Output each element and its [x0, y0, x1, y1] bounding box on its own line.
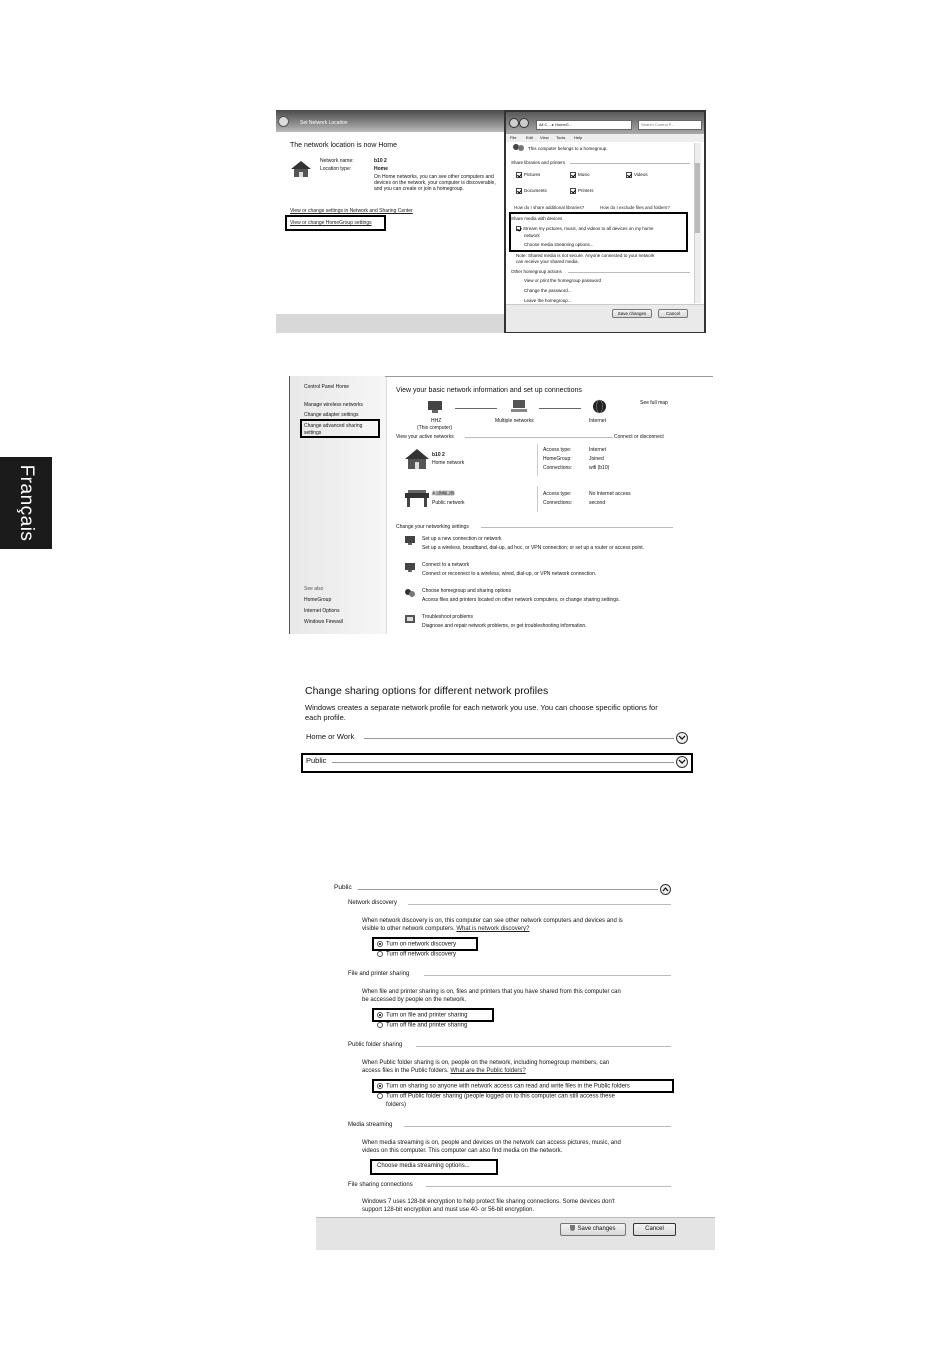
what-are-public-folders-link[interactable]: What are the Public folders?: [450, 1068, 526, 1074]
fs-desc-2: support 128-bit encryption and must use 40- or 56-bit encryption.: [362, 1207, 535, 1213]
net1-connections-value[interactable]: wifi (b10): [589, 465, 610, 471]
file-printer-sharing-label: File and printer sharing: [348, 971, 410, 977]
radio-pf-on[interactable]: Turn on sharing so anyone with network access can read and write files in the Public folders: [377, 1083, 630, 1091]
help-exclude-files[interactable]: How do I exclude files and folders?: [600, 205, 670, 210]
menu-view[interactable]: View: [540, 135, 549, 140]
manage-wireless-link[interactable]: Manage wireless networks: [304, 402, 363, 408]
net2-name: A1B8E2B: [432, 491, 455, 497]
fs-desc-1: Windows 7 uses 128-bit encryption to help protect file sharing connections. Some devices don't: [362, 1199, 615, 1205]
public-folder-sharing-label: Public folder sharing: [348, 1042, 403, 1048]
public-header: Public: [334, 884, 352, 891]
highlight-media-section: [509, 212, 688, 252]
profile-home-work-label[interactable]: Home or Work: [306, 732, 355, 741]
homegroup-options-icon: [404, 587, 416, 599]
net2-connections-value[interactable]: second: [589, 500, 606, 506]
highlight-public-profile: [301, 753, 693, 773]
task-connect-desc: Connect or reconnect to a wireless, wired, dial-up, or VPN network connection.: [422, 571, 597, 577]
highlight-advanced-sharing: [300, 419, 380, 438]
expand-home-work-icon[interactable]: [676, 732, 688, 744]
other-heading: Other homegroup actions: [511, 269, 562, 274]
change-settings-label: Change your networking settings: [396, 524, 469, 530]
see-also-label: See also: [304, 586, 324, 592]
home-icon: [290, 160, 312, 178]
change-adapter-link[interactable]: Change adapter settings: [304, 412, 359, 418]
homegroup-link[interactable]: HomeGroup: [304, 597, 332, 603]
basic-network-heading: View your basic network information and set up connections: [396, 387, 582, 394]
highlight-homegroup-link: [285, 215, 386, 231]
location-type-value: Home: [374, 166, 388, 172]
profiles-title: Change sharing options for different network profiles: [305, 685, 549, 697]
screenshot-sharing-profiles: [296, 680, 700, 780]
scrollbar-thumb[interactable]: [695, 163, 700, 233]
screenshot-public-profile-options: [316, 878, 715, 1250]
windows-firewall-link[interactable]: Windows Firewall: [304, 619, 343, 625]
net1-connections-label: Connections:: [543, 465, 573, 471]
control-panel-sidebar: [289, 376, 387, 634]
net1-type: Home network: [432, 460, 465, 466]
net2-connections-label: Connections:: [543, 500, 573, 506]
profile-public-label[interactable]: Public: [306, 756, 327, 765]
dialog-title: Set Network Location: [300, 120, 348, 126]
menu-help[interactable]: Help: [574, 135, 583, 140]
net1-homegroup-label: HomeGroup:: [543, 456, 572, 462]
action-leave-homegroup[interactable]: Leave the homegroup...: [524, 298, 572, 303]
save-changes-button-2[interactable]: Save changes: [560, 1223, 626, 1236]
ms-desc-2: videos on this computer. This computer can also find media on the network.: [362, 1148, 563, 1154]
lib-music[interactable]: Music: [570, 172, 590, 178]
dialog-titlebar: [276, 110, 506, 132]
task-homegroup-desc: Access files and printers located on other network computers, or change sharing settings.: [422, 597, 620, 603]
pf-desc-1: When Public folder sharing is on, people on the network, including homegroup members, can: [362, 1060, 610, 1066]
stream-line-2: network: [524, 233, 540, 238]
home-desc-3: and you can create or join a homegroup.: [374, 186, 464, 192]
file-sharing-connections-label: File sharing connections: [348, 1182, 413, 1188]
what-is-network-discovery-link[interactable]: What is network discovery?: [456, 926, 530, 932]
task-troubleshoot-title[interactable]: Troubleshoot problems: [422, 614, 473, 620]
lib-pictures[interactable]: Pictures: [516, 172, 540, 178]
media-note-1: Note: Shared media is not secure. Anyone connected to your network: [516, 253, 655, 258]
nd-desc-2: visible to other network computers. What is network discovery?: [362, 926, 530, 932]
profiles-desc-2: each profile.: [305, 713, 346, 722]
change-advanced-sharing-link-1[interactable]: Change advanced sharing: [304, 423, 363, 429]
menu-tools[interactable]: Tools: [556, 135, 566, 140]
nd-desc-1: When network discovery is on, this computer can see other network computers and devices and is: [362, 918, 623, 924]
lib-documents[interactable]: Documents: [516, 188, 547, 194]
action-change-password[interactable]: Change the password...: [524, 288, 572, 293]
task-setup-desc: Set up a wireless, broadband, dial-up, ad hoc, or VPN connection; or set up a router or access point.: [422, 545, 645, 551]
highlight-nd-on: [372, 937, 478, 951]
screenshot-network-sharing-center: [289, 376, 713, 634]
homegroup-icon: [512, 143, 524, 153]
language-tab-label: Français: [16, 464, 37, 542]
fp-desc-2: be accessed by people on the network.: [362, 997, 467, 1003]
highlight-pf-on: [372, 1079, 674, 1093]
internet-options-link[interactable]: Internet Options: [304, 608, 340, 614]
connect-disconnect-link[interactable]: Connect or disconnect: [614, 434, 664, 440]
home-desc-2: devices on the network, your computer is discoverable,: [374, 180, 496, 186]
radio-nd-on[interactable]: Turn on network discovery: [377, 941, 456, 949]
network-name-label: Network name:: [320, 158, 354, 164]
share-heading: Share libraries and printers: [511, 160, 566, 165]
collapse-public-icon[interactable]: [660, 884, 671, 895]
task-setup-title[interactable]: Set up a new connection or network: [422, 536, 502, 542]
network-name-value: b10 2: [374, 158, 387, 164]
multiple-networks-label: Multiple networks: [495, 418, 534, 424]
homegroup-settings-link[interactable]: View or change HomeGroup settings: [290, 220, 372, 226]
home-network-icon: [404, 448, 430, 470]
setup-connection-icon: [404, 534, 416, 546]
connect-network-icon: [404, 561, 416, 573]
network-sharing-center-link[interactable]: View or change settings in Network and Sharing Center: [290, 208, 413, 214]
search-box[interactable]: [638, 120, 702, 130]
belongs-text: This computer belongs to a homegroup.: [528, 146, 608, 151]
location-type-label: Location type:: [320, 166, 352, 172]
change-advanced-sharing-link-2[interactable]: settings: [304, 430, 322, 436]
menu-file[interactable]: File: [510, 135, 517, 140]
choose-media-link[interactable]: Choose media streaming options...: [524, 242, 594, 247]
active-networks-label: View your active networks: [396, 434, 454, 440]
dialog-footer: [276, 314, 506, 333]
media-note-2: can receive your shared media.: [516, 259, 579, 264]
address-bar[interactable]: [536, 120, 632, 130]
net1-access-value: Internet: [589, 447, 606, 453]
menu-bar: [506, 134, 704, 142]
radio-fp-off[interactable]: Turn off file and printer sharing: [377, 1022, 467, 1030]
media-streaming-label: Media streaming: [348, 1122, 393, 1128]
net2-type: Public network: [432, 500, 465, 506]
location-heading: The network location is now Home: [290, 142, 397, 149]
pf-desc-2: access files in the Public folders. What are the Public folders?: [362, 1068, 526, 1074]
lib-printers[interactable]: Printers: [570, 188, 594, 194]
back-button-icon[interactable]: [509, 118, 519, 128]
internet-globe-icon: [592, 399, 607, 414]
stream-checkbox[interactable]: Stream my pictures, music, and videos to all devices on my home: [516, 226, 654, 232]
address-text: All C... ▸ HomeG...: [539, 122, 573, 127]
radio-pf-off[interactable]: Turn off Public folder sharing (people logged on to this computer can still access these: [377, 1093, 615, 1101]
search-placeholder: Search Control P...: [641, 122, 675, 127]
network-discovery-label: Network discovery: [348, 900, 398, 906]
language-tab: [0, 457, 52, 549]
forward-button-icon[interactable]: [519, 118, 529, 128]
pf-off-line-2: folders): [386, 1102, 407, 1108]
net1-access-label: Access type:: [543, 447, 572, 453]
computer-sub: (This computer): [417, 425, 453, 431]
net2-access-value: No Internet access: [589, 491, 631, 497]
profiles-desc-1: Windows creates a separate network profile for each network you use. You can choose specific options for: [305, 703, 658, 712]
choose-media-streaming-button[interactable]: Choose media streaming options...: [377, 1163, 470, 1169]
net2-access-label: Access type:: [543, 491, 572, 497]
radio-nd-off[interactable]: Turn off network discovery: [377, 951, 456, 959]
control-panel-home-link[interactable]: Control Panel Home: [304, 384, 350, 390]
computer-name: HHZ: [431, 418, 442, 424]
public-network-icon: [404, 489, 430, 509]
homegroup-window: [504, 110, 706, 333]
task-troubleshoot-desc: Diagnose and repair network problems, or get troubleshooting information.: [422, 623, 587, 629]
menu-edit[interactable]: Edit: [526, 135, 533, 140]
net1-homegroup-value[interactable]: Joined: [589, 456, 604, 462]
radio-fp-on[interactable]: Turn on file and printer sharing: [377, 1012, 468, 1020]
highlight-fp-on: [372, 1008, 494, 1022]
shield-icon: [570, 1225, 575, 1231]
cancel-button[interactable]: Cancel: [658, 309, 688, 318]
screenshot-set-network-location: [276, 110, 706, 333]
scrollbar[interactable]: [694, 143, 701, 303]
help-share-libraries[interactable]: How do I share additional libraries?: [514, 205, 585, 210]
explorer-toolbar: [506, 112, 704, 134]
set-network-location-dialog: [276, 110, 507, 333]
action-view-password[interactable]: View or print the homegroup password: [524, 278, 601, 283]
highlight-media-streaming-button: [370, 1159, 498, 1175]
multiple-networks-icon: [511, 399, 527, 413]
task-connect-title[interactable]: Connect to a network: [422, 562, 470, 568]
fp-desc-1: When file and printer sharing is on, files and printers that you have shared from this computer can: [362, 989, 621, 995]
internet-label: Internet: [589, 418, 606, 424]
home-desc-1: On Home networks, you can see other computers and: [374, 174, 494, 180]
troubleshoot-icon: [404, 613, 416, 625]
save-changes-button[interactable]: Save changes: [612, 309, 652, 318]
computer-icon: [427, 400, 443, 414]
cancel-button-2[interactable]: Cancel: [633, 1223, 676, 1236]
task-homegroup-title[interactable]: Choose homegroup and sharing options: [422, 588, 511, 594]
ms-desc-1: When media streaming is on, people and devices on the network can access pictures, music, and: [362, 1140, 621, 1146]
back-arrow-icon[interactable]: [278, 116, 289, 127]
net1-name: b10 2: [432, 452, 445, 458]
lib-videos[interactable]: Videos: [626, 172, 648, 178]
media-heading: Share media with devices: [511, 216, 563, 221]
see-full-map-link[interactable]: See full map: [640, 400, 668, 406]
